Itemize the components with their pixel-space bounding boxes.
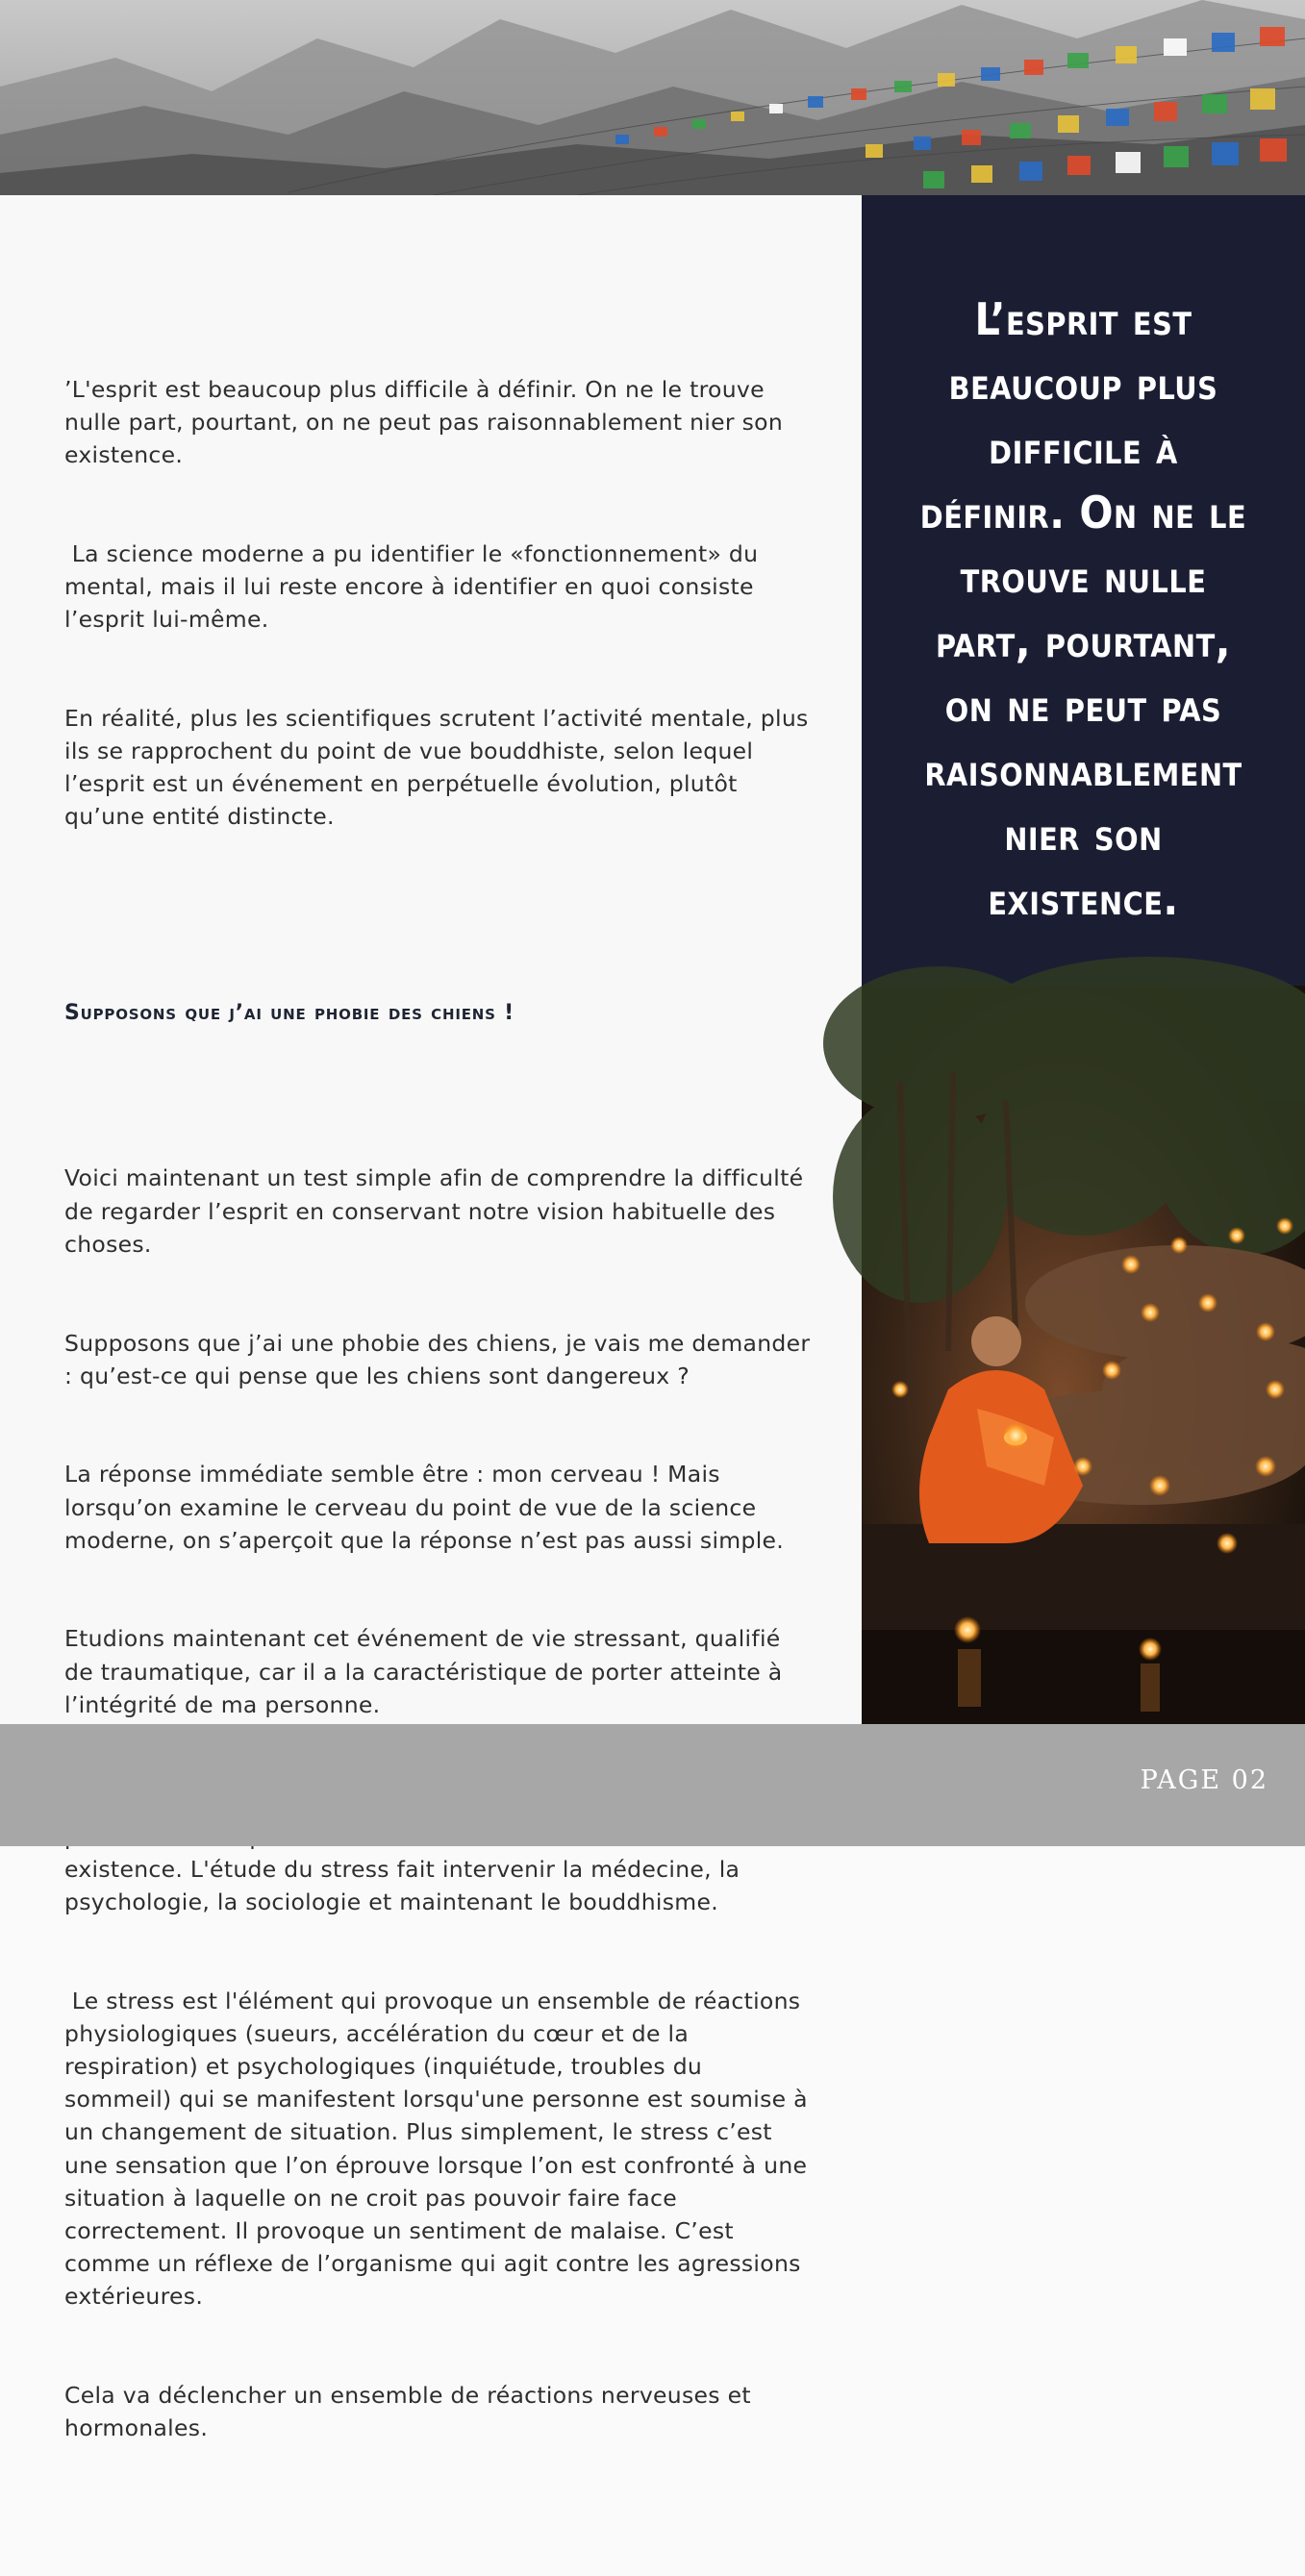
quote-line: définir. On ne le bbox=[919, 487, 1247, 538]
quote-line: nier son bbox=[1004, 809, 1163, 861]
paragraph: Cela va déclencher un ensemble de réactions nerveuses et hormonales. bbox=[64, 2382, 759, 2442]
quote-line: on ne peut pas bbox=[944, 680, 1222, 732]
paragraph: En réalité, plus les scientifiques scrutent l’activité mentale, plus ils se rapprochent du point de vue bouddhiste, selon lequel l’esprit est un événement en perpétuelle évolution, plutôt qu’une entité distincte. bbox=[64, 704, 816, 831]
quote-line: part, pourtant, bbox=[936, 615, 1231, 667]
pull-quote-panel bbox=[862, 195, 1305, 986]
paragraph: ’L'esprit est beaucoup plus difficile à définir. On ne le trouve nulle part, pourtant, on ne peut pas raisonnablement nier son existence. bbox=[64, 375, 791, 469]
article-body bbox=[64, 241, 818, 2576]
pull-quote bbox=[871, 288, 1295, 932]
paragraph: Le stress est l'élément qui provoque un ensemble de réactions physiologiques (sueurs, accélération du cœur et de la respiration) et psychologiques (inquiétude, troubles du sommeil) qui se manifestent lorsqu'une personne est soumise à un changement de situation. Plus simplement, le stress c’est une sensation que l’on éprouve lorsque l’on est confronté à une situation à laquelle on ne croit pas pouvoir faire face correctement. Il provoque un sentiment de malaise. C’est comme un réflexe de l’organisme qui agit contre les agressions extérieures. bbox=[64, 1987, 816, 2311]
quote-line: beaucoup plus bbox=[948, 358, 1218, 410]
footer-bar bbox=[0, 1724, 1305, 1846]
page-number: PAGE 02 bbox=[1140, 1765, 1268, 1795]
quote-line: difficile à bbox=[989, 422, 1178, 474]
paragraph: La réponse immédiate semble être : mon cerveau ! Mais lorsqu’on examine le cerveau du point de vue de la science moderne, on s’aperçoit que la réponse n’est pas aussi simple. bbox=[64, 1461, 785, 1554]
section-heading: Supposons que j’ai une phobie des chiens ! bbox=[64, 1001, 515, 1026]
quote-line: trouve nulle bbox=[960, 551, 1207, 603]
paragraph: La science moderne a pu identifier le «fonctionnement» du mental, mais il lui reste encore à identifier en quoi consiste l’esprit lui-même. bbox=[64, 539, 766, 634]
monk-candles-photo bbox=[862, 986, 1305, 1724]
paragraph: existence. L'étude du stress fait intervenir la médecine, la psychologie, la sociologie et maintenant le bouddhisme. bbox=[64, 1855, 740, 1915]
quote-line: existence. bbox=[988, 873, 1179, 925]
paragraph: Voici maintenant un test simple afin de comprendre la difficulté de regarder l’esprit en conservant notre vision habituelle des choses. bbox=[64, 1164, 812, 1258]
quote-line: raisonnablement bbox=[924, 744, 1242, 796]
quote-line: L’esprit est bbox=[974, 293, 1192, 345]
main-text-column bbox=[0, 195, 862, 2442]
paragraph: Supposons que j’ai une phobie des chiens, je vais me demander : qu’est-ce qui pense que les chiens sont dangereux ? bbox=[64, 1329, 818, 1389]
paragraph: Etudions maintenant cet événement de vie stressant, qualifié de traumatique, car il a la caractéristique de porter atteinte à l’intégrité de ma personne. bbox=[64, 1625, 791, 1718]
header-banner-image bbox=[0, 0, 1305, 195]
intro-block bbox=[64, 307, 815, 899]
